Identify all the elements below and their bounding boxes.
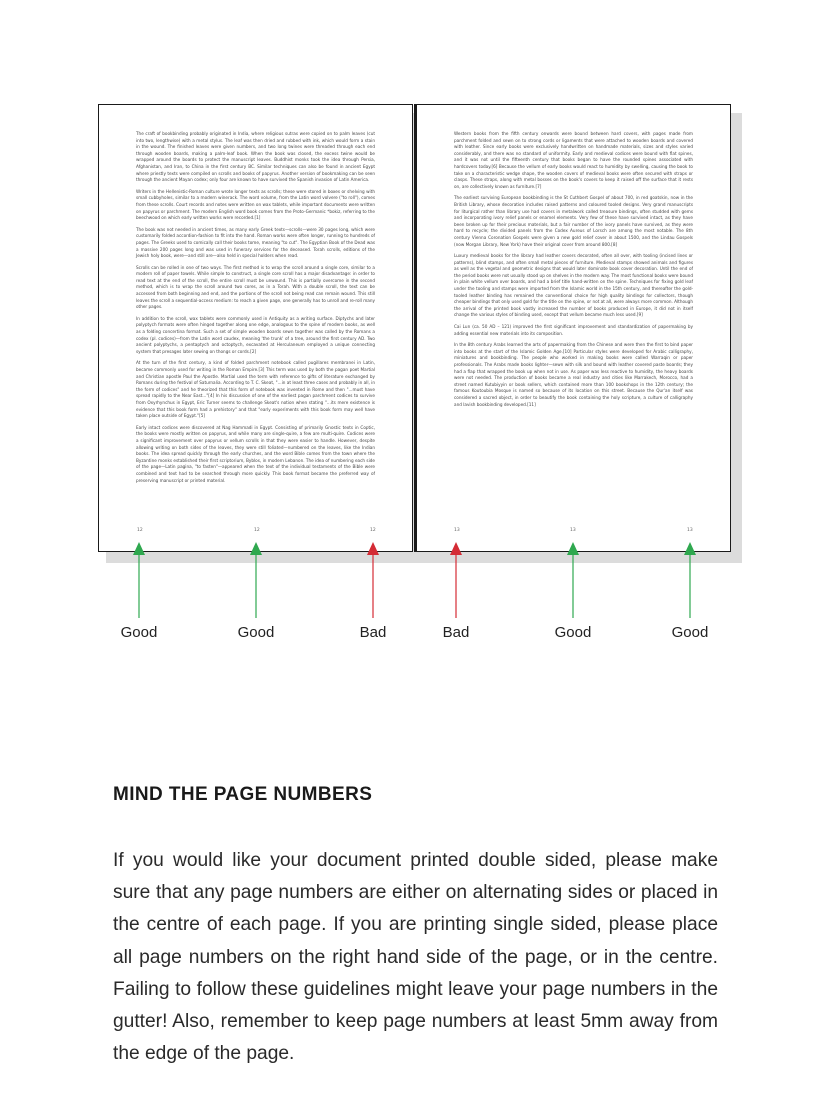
marker-arrow-1 [133, 542, 145, 618]
right-paragraph: In the 8th century Arabs learned the arts of papermaking from the Chinese and were then the first to bind paper into books at the start of the Islamic Golden Age.[10] Particular styles were developed for Arabic calligraphy, miniatures and bookbinding. The people who worked in making books were called Warraqin or paper professionals. The Arabs made books lighter—sewn with silk and bound with leather covered paste boards; they had a flap that wrapped the book up when not in use. As paper was less reactive to humidity, the heavy boards were not needed. The production of books became a real industry and cities like Marrakech, Morocco, had a street named Kutubiyyin or book sellers, which contained more than 100 bookshops in the 12th century; the famous Koutoubia Mosque is named so because of its location on this street. Because the Qur'an itself was considered a sacred object, in order to beautify the book containing the holy scripture, a culture of calligraphy and lavish bookbinding developed.[11] [454, 342, 693, 407]
page-number-right-outer: 13 [687, 528, 693, 533]
marker-arrow-2 [250, 542, 262, 618]
marker-label-bad: Bad [442, 624, 470, 641]
right-paragraph: Cai Lun (ca. 50 AD – 121) improved the first significant improvement and standardization of papermaking by adding essential new materials into its composition. [454, 324, 693, 336]
left-paragraph: Scrolls can be rolled in one of two ways. The first method is to wrap the scroll around a single core, similar to a modern roll of paper towels. While simple to construct, a single core scroll has a major disadvantage: in order to read text at the end of the scroll, the entire scroll must be unwound. This is partially overcome in the second method, which is to wrap the scroll around two cores, as in a Torah. With a double scroll, the text can be accessed from both beginning and end, and the portions of the scroll not being read can remain wound. This still leaves the scroll a sequential-access medium: to reach a given page, one generally has to unroll and re-roll many other pages. [136, 264, 375, 310]
marker-arrow-4 [450, 542, 462, 618]
marker-arrow-6 [684, 542, 696, 618]
left-paragraph: Early intact codices were discovered at Nag Hammadi in Egypt. Consisting of primarily Gnostic texts in Coptic, the books were mostly written on papyrus, and while many are single-quire, a few are multi-quire. Codices were a significant improvement over papyrus or vellum scrolls in that they were easier to handle. However, despite allowing writing on both sides of the leaves, they were still foliated—numbered on the leaves, like the Indian books. The idea spread quickly through the early churches, and the word Bible comes from the town where the Byzantine monks established their first scriptorium, Byblos, in modern Lebanon. The idea of numbering each side of the page—Latin pagina, "to fasten"—appeared when the text of the individual testaments of the Bible were combined and text had to be searched through more quickly. This book format became the preferred way of preserving manuscript or printed material. [136, 424, 375, 483]
section-heading: MIND THE PAGE NUMBERS [113, 784, 373, 805]
left-page [98, 104, 413, 552]
page-number-left-outer: 12 [137, 528, 143, 533]
gutter [414, 104, 416, 552]
left-paragraph: In addition to the scroll, wax tablets were commonly used in Antiquity as a writing surface. Diptychs and later polyptych formats were often hinged together along one edge, analogous to the spine of modern books, as well as a folding concertina format. Such a set of simple wooden boards sewn together was called by the Romans a codex (pl. codices)—from the Latin word caudex, meaning 'the trunk' of a tree, around the first century AD. Two ancient polyptychs, a pentaptych and octoptych, excavated at Herculaneum employed a unique connecting system that presages later sewing on thongs or cords.[2] [136, 315, 375, 354]
right-paragraph: Luxury medieval books for the library had leather covers decorated, often all over, with tooling (incised lines or patterns), blind stamps, and often small metal pieces of furniture. Medieval stamps showed animals and figures as well as the vegetal and geometric designs that would later dominate book cover decoration. Until the end of the period books were not usually stood up on shelves in the modern way. The most functional books were bound in plain white vellum over boards, and had a brief title hand-written on the spine. Techniques for fixing gold leaf under the tooling and stamps were imported from the Islamic world in the 15th century, and thereafter the gold-tooled leather binding has remained the conventional choice for high quality bindings for collectors, though cheaper bindings that only used gold for the title on the spine, or not at all, were always more common. Although the arrival of the printed book vastly increased the number of books produced in Europe, it did not in itself change the various styles of binding used, except that vellum became much less used.[9] [454, 253, 693, 318]
marker-label-good: Good [671, 624, 709, 641]
marker-label-good: Good [554, 624, 592, 641]
left-paragraph: Writers in the Hellenistic-Roman culture wrote longer texts as scrolls; these were stored in boxes or shelving with small cubbyholes, similar to a modern winerack. The word volume, from the Latin word volvere ("to roll"), comes from these scrolls. Court records and notes were written on wax tablets, while important documents were written on papyrus or parchment. The modern English word book comes from the Proto-Germanic *bokiz, referring to the beechwood on which early written works were recorded.[1] [136, 188, 375, 221]
right-page [416, 104, 731, 552]
left-paragraph: The book was not needed in ancient times, as many early Greek texts—scrolls—were 30 pages long, which were customarily folded accordion-fashion to fit into the hand. Roman works were often longer, running to hundreds of pages. The Greeks used to comically call their books tome, meaning "to cut". The Egyptian Book of the Dead was a massive 200 pages long and was used in funerary services for the deceased. Torah scrolls, editions of the Jewish holy book, were—and still are—also held in special holders when read. [136, 226, 375, 259]
marker-arrow-3 [367, 542, 379, 618]
marker-label-bad: Bad [359, 624, 387, 641]
marker-arrow-5 [567, 542, 579, 618]
left-paragraph: At the turn of the first century, a kind of folded parchment notebook called pugillares membranei in Latin, became commonly used for writing in the Roman Empire.[3] This term was used by both the pagan poet Martial and Christian apostle Paul the Apostle. Martial used the term with reference to gifts of literature exchanged by Romans during the festival of Saturnalia. According to T. C. Skeat, "...in at least three cases and probably in all, in the form of codices" and he theorized that this form of notebook was invented in Rome and then "...must have spread rapidly to the Near East..."[4] In his discussion of one of the earliest pagan parchment codices to survive from Oxyrhynchus in Egypt, Eric Turner seems to challenge Skeat's notion when stating "...its mere existence is evidence that this book form had a prehistory" and that "early experiments with this book form may well have taken place outside of Egypt."[5] [136, 360, 375, 419]
marker-label-good: Good [120, 624, 158, 641]
right-paragraph: The earliest surviving European bookbinding is the St Cuthbert Gospel of about 700, in red goatskin, now in the British Library, whose decoration includes raised patterns and coloured tooled designs. Very grand manuscripts for liturgical rather than library use had covers in metalwork called treasure bindings, often studded with gems and incorporating ivory relief panels or enamel elements. Very few of these have survived intact, as they have been broken up for their precious materials, but a fair number of the ivory panels have survived, as they were hard to recycle; the divided panels from the Codex Aureus of Lorsch are among the most notable. The 8th century Vienna Coronation Gospels were given a new gold relief cover in about 1500, and the Lindau Gospels (now Morgan Library, New York) have their original cover from around 800.[8] [454, 195, 693, 247]
right-page-text [454, 131, 693, 413]
page-number-right-gutter: 13 [454, 528, 460, 533]
guidance-paragraph: If you would like your document printed double sided, please make sure that any page numbers are either on alternating sides or placed in the centre of each page. If you are printing single sided, please place all page numbers on the right hand side of the page, or in the centre. Failing to follow these guidelines might leave your page numbers in the gutter! Also, remember to keep page numbers at least 5mm away from the edge of the page. [113, 850, 718, 1065]
page-number-left-gutter: 12 [370, 528, 376, 533]
marker-label-good: Good [237, 624, 275, 641]
page-number-left-centre: 12 [254, 528, 260, 533]
page-number-right-centre: 13 [570, 528, 576, 533]
right-paragraph: Western books from the fifth century onwards were bound between hard covers, with pages made from parchment folded and sewn on to strong cords or ligaments that were attached to wooden boards and covered with leather. Since early books were exclusively handwritten on handmade materials, sizes and styles varied considerably, and there was no standard of uniformity. Early and medieval codices were bound with flat spines, and it was not until the fifteenth century that books began to have the rounded spines associated with hardcovers today.[6] Because the vellum of early books would react to humidity by swelling, causing the book to take on a characteristic wedge shape, the wooden covers of medieval books were often secured with straps or clasps. These straps, along with metal bosses on the book's covers to keep it raised off the surface that it rests on, are collectively known as furniture.[7] [454, 131, 693, 189]
left-paragraph: The craft of bookbinding probably originated in India, where religious sutras were copied on to palm leaves (cut into two, lengthwise) with a metal stylus. The leaf was then dried and rubbed with ink, which would form a stain in the wound. The finished leaves were given numbers, and two long twines were threaded through each end through wooden boards, making a palm-leaf book. When the book was closed, the excess twine would be wrapped around the boards to protect the manuscript leaves. Buddhist monks took the idea through Persia, Afghanistan, and Iran, to China in the first century BC. Similar techniques can also be found in ancient Egypt where priestly texts were compiled on scrolls and books of papyrus. Another version of bookmaking can be seen through the ancient Mayan codex; only four are known to have survived the Spanish invasion of Latin America. [136, 131, 375, 183]
left-page-text [136, 131, 375, 489]
